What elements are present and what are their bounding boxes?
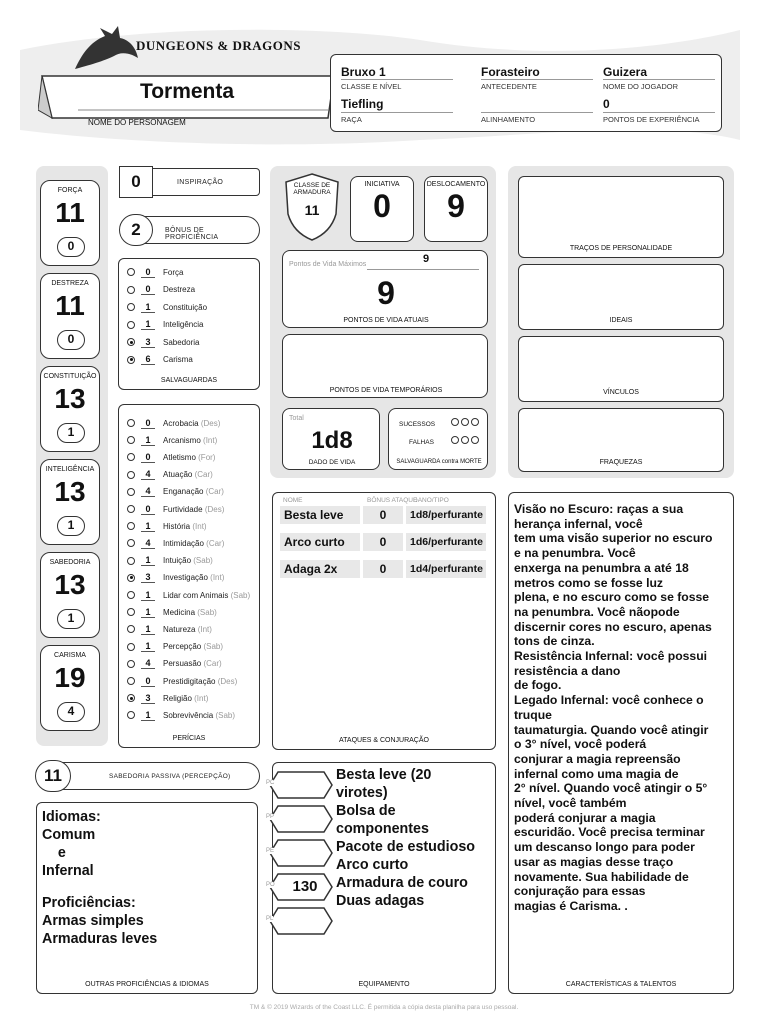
skill-value[interactable]: 4 — [141, 658, 155, 669]
skill-row[interactable] — [127, 588, 250, 602]
alignment-field[interactable]: ALINHAMENTO — [481, 97, 593, 124]
proficiency-dot[interactable] — [127, 557, 135, 565]
abilities-column — [36, 166, 108, 746]
text-line: usar as magias desse traço — [514, 854, 674, 869]
armor-class-shield: CLASSE DE ARMADURA 11 — [282, 172, 342, 242]
ability-dexterity: DESTREZA 11 0 — [40, 273, 100, 359]
text-line: magias é Carisma. . — [514, 898, 628, 913]
skill-value[interactable]: 1 — [141, 435, 155, 446]
skill-value[interactable]: 3 — [141, 572, 155, 583]
coin-field[interactable] — [268, 906, 334, 936]
background-field[interactable]: Forasteiro ANTECEDENTE — [481, 65, 593, 91]
copyright: TM & © 2019 Wizards of the Coast LLC. É permitida a cópia desta planilha para uso pessoal. — [249, 1004, 519, 1011]
text-line: Idiomas: — [42, 809, 101, 825]
proficiency-dot[interactable] — [127, 453, 135, 461]
proficiency-dot[interactable] — [127, 488, 135, 496]
text-line: discernir cores no escuro, apenas — [514, 619, 712, 634]
saving-throw-row[interactable] — [127, 353, 193, 367]
skill-name: Religião (Int) — [163, 693, 209, 703]
other-proficiencies-box: OUTRAS PROFICIÊNCIAS & IDIOMAS — [36, 802, 258, 994]
class-level-field[interactable]: Bruxo 1 CLASSE E NÍVEL — [341, 65, 453, 91]
text-line: novamente. Sua habilidade de — [514, 869, 689, 884]
save-value[interactable]: 3 — [141, 337, 155, 348]
current-hp-box: Pontos de Vida Máximos 9 9 PONTOS DE VIDA ATUAIS — [282, 250, 488, 328]
death-saves-box: SUCESSOS FALHAS SALVAGUARDA contra MORTE — [388, 408, 488, 470]
hit-dice-value[interactable]: 1d8 — [311, 427, 353, 454]
text-line: nível, você também — [514, 796, 627, 811]
skill-value[interactable]: 1 — [141, 624, 155, 635]
text-line: poderá conjurar a magia — [514, 810, 656, 825]
text-line: e — [42, 845, 66, 861]
proficiency-dot[interactable] — [127, 711, 135, 719]
skill-row[interactable] — [127, 433, 217, 447]
ability-constitution: CONSTITUIÇÃO 13 1 — [40, 366, 100, 452]
speed-value[interactable]: 9 — [447, 188, 465, 224]
proficiency-dot[interactable] — [127, 338, 135, 346]
save-value[interactable]: 1 — [141, 319, 155, 330]
skill-name: Arcanismo (Int) — [163, 435, 218, 445]
equipment-text[interactable] — [336, 766, 496, 910]
coin-value[interactable]: 130 — [292, 878, 318, 895]
features-text[interactable] — [514, 502, 722, 914]
initiative-value[interactable]: 0 — [373, 188, 391, 224]
coin-field[interactable] — [268, 838, 334, 868]
saving-throw-row[interactable] — [127, 335, 199, 349]
text-line: conjuração para essas — [514, 884, 646, 899]
text-line: um descanso longo para poder — [514, 840, 695, 855]
ability-intelligence: INTELIGÊNCIA 13 1 — [40, 459, 100, 545]
proficiency-dot[interactable] — [127, 356, 135, 364]
saving-throw-row[interactable] — [127, 283, 195, 297]
skill-value[interactable]: 0 — [141, 504, 155, 515]
skill-value[interactable]: 1 — [141, 641, 155, 652]
skill-name: Intimidação (Car) — [163, 538, 225, 548]
proficiency-dot[interactable] — [127, 303, 135, 311]
text-line: o 3° nível, você poderá — [514, 737, 647, 752]
text-line: Armaduras leves — [42, 931, 158, 948]
save-value[interactable]: 6 — [141, 354, 155, 365]
coin-label: PO — [266, 882, 275, 888]
proficiency-dot[interactable] — [127, 522, 135, 530]
logo: DUNGEONS & DRAGONS — [136, 38, 302, 53]
armor-class-value[interactable]: 11 — [304, 202, 320, 218]
save-value[interactable]: 0 — [141, 267, 155, 278]
proficiency-dot[interactable] — [127, 608, 135, 616]
text-line: Besta leve (20 — [336, 767, 432, 783]
skill-name: Atletismo (For) — [163, 452, 216, 462]
save-value[interactable]: 1 — [141, 302, 155, 313]
save-name: Força — [163, 267, 184, 277]
skill-value[interactable]: 1 — [141, 607, 155, 618]
ability-modifier[interactable]: 0 — [57, 237, 85, 257]
skill-name: Sobrevivência (Sab) — [163, 710, 236, 720]
skills-box — [118, 404, 260, 748]
coin-label: PC — [266, 780, 275, 786]
proficiency-dot[interactable] — [127, 286, 135, 294]
proficiency-dot[interactable] — [127, 505, 135, 513]
ability-charisma: CARISMA 19 4 — [40, 645, 100, 731]
saving-throw-row[interactable] — [127, 318, 203, 332]
saving-throw-row[interactable] — [127, 300, 207, 314]
skill-name: Furtividade (Des) — [163, 504, 225, 514]
save-name: Constituição — [163, 302, 208, 312]
proficiency-box: 2 BÔNUS DE PROFICIÊNCIA — [120, 216, 260, 244]
text-line: de fogo. — [514, 678, 562, 693]
ability-modifier[interactable]: 4 — [57, 702, 85, 722]
skill-row[interactable] — [127, 502, 224, 516]
saves-label: SALVAGUARDAS — [160, 377, 218, 384]
ability-score[interactable]: 11 — [55, 290, 85, 321]
features-box: CARACTERÍSTICAS & TALENTOS — [508, 492, 734, 994]
text-line: Armas simples — [42, 913, 144, 930]
skill-row[interactable] — [127, 485, 224, 499]
skill-value[interactable]: 0 — [141, 452, 155, 463]
attack-row[interactable]: Adaga 2x 0 1d4/perfurante — [280, 560, 489, 578]
skill-row[interactable] — [127, 519, 207, 533]
text-line: Pacote de estudioso — [336, 839, 476, 855]
text-line: Resistência Infernal: você possui — [514, 649, 708, 664]
proficiency-dot[interactable] — [127, 677, 135, 685]
skill-value[interactable]: 0 — [141, 418, 155, 429]
race-field[interactable]: Tiefling RAÇA — [341, 97, 453, 124]
dragon-icon — [70, 24, 140, 72]
proficiency-dot[interactable] — [127, 321, 135, 329]
skill-row[interactable] — [127, 571, 224, 585]
proficiency-dot[interactable] — [127, 268, 135, 276]
proficiency-dot[interactable] — [127, 419, 135, 427]
saving-throw-row[interactable] — [127, 265, 183, 279]
death-success-checkboxes[interactable] — [451, 418, 485, 426]
coin-label: PL — [266, 916, 274, 922]
skill-name: Lidar com Animais (Sab) — [163, 590, 251, 600]
text-line: infernal como uma magia de — [514, 766, 679, 781]
text-line: Comum — [42, 827, 96, 843]
skill-row[interactable] — [127, 536, 224, 550]
experience-field[interactable]: 0 PONTOS DE EXPERIÊNCIA — [603, 97, 715, 124]
save-name: Inteligência — [163, 320, 204, 329]
text-line: componentes — [336, 821, 429, 837]
text-line: enxerga na penumbra a até 18 — [514, 560, 689, 575]
proficiency-dot[interactable] — [127, 436, 135, 444]
skill-value[interactable]: 4 — [141, 486, 155, 497]
text-line: escuridão. Você precisa terminar — [514, 825, 705, 840]
text-line: Visão no Escuro: raças a sua — [514, 502, 684, 516]
skill-name: Persuasão (Car) — [163, 659, 222, 669]
death-fail-checkboxes[interactable] — [451, 436, 485, 444]
hit-dice-box: Total 1d8 DADO DE VIDA — [282, 408, 380, 470]
flaws-box[interactable]: FRAQUEZAS — [518, 408, 724, 472]
text-line: tem uma visão superior no escuro — [514, 531, 713, 546]
save-name: Destreza — [163, 285, 196, 294]
ability-score[interactable]: 13 — [54, 383, 86, 414]
text-line: metros como se fosse luz — [514, 575, 664, 590]
speed-box: DESLOCAMENTO 9 — [424, 176, 488, 242]
save-name: Carisma — [163, 355, 193, 364]
saving-throws-box — [118, 258, 260, 390]
skill-row[interactable] — [127, 708, 235, 722]
coins-column — [268, 770, 334, 940]
temp-hp-box[interactable]: PONTOS DE VIDA TEMPORÁRIOS — [282, 334, 488, 398]
proficiency-dot[interactable] — [127, 694, 135, 702]
ability-modifier[interactable]: 1 — [57, 609, 85, 629]
attack-row[interactable]: Arco curto 0 1d6/perfurante — [280, 533, 489, 551]
proficiency-dot[interactable] — [127, 539, 135, 547]
save-value[interactable]: 0 — [141, 284, 155, 295]
skill-name: Natureza (Int) — [163, 624, 212, 634]
skill-row[interactable] — [127, 416, 220, 430]
text-line: resistência a dano — [514, 663, 621, 678]
skill-row[interactable] — [127, 657, 222, 671]
bonds-box[interactable]: VÍNCULOS — [518, 336, 724, 402]
skill-row[interactable] — [127, 640, 223, 654]
text-line: Legado Infernal: você conhece o — [514, 693, 704, 708]
skill-value[interactable]: 0 — [141, 676, 155, 687]
character-name[interactable]: Tormenta — [139, 80, 235, 103]
ability-modifier[interactable]: 1 — [57, 516, 85, 536]
proficiency-dot[interactable] — [127, 574, 135, 582]
inspiration-box: 0 INSPIRAÇÃO — [120, 168, 260, 196]
coin-field[interactable] — [268, 770, 334, 800]
ability-modifier[interactable]: 1 — [57, 423, 85, 443]
ability-score[interactable]: 13 — [54, 476, 86, 507]
skill-name: Intuição (Sab) — [163, 556, 213, 566]
passive-perception-value[interactable]: 11 — [35, 760, 71, 792]
text-line: conjurar a magia repreensão — [514, 751, 681, 766]
skill-value[interactable]: 1 — [141, 710, 155, 721]
skill-name: História (Int) — [163, 521, 207, 531]
text-line: taumaturgia. Quando você atingir — [514, 722, 709, 737]
text-line: herança infernal, você — [514, 516, 643, 531]
player-name-field[interactable]: Guizera NOME DO JOGADOR — [603, 65, 715, 91]
skill-name: Prestidigitação (Des) — [163, 676, 238, 686]
text-line: tons de cinza. — [514, 634, 595, 649]
skill-name: Investigação (Int) — [163, 573, 225, 583]
text-line: Duas adagas — [336, 893, 425, 909]
attack-row[interactable]: Besta leve 0 1d8/perfurante — [280, 506, 489, 524]
text-line: Bolsa de — [336, 803, 396, 819]
passive-perception-box: 11 SABEDORIA PASSIVA (PERCEPÇÃO) — [36, 762, 260, 790]
inspiration-value[interactable]: 0 — [119, 166, 153, 198]
skill-row[interactable] — [127, 468, 213, 482]
skill-value[interactable]: 1 — [141, 590, 155, 601]
skill-row[interactable] — [127, 605, 217, 619]
text-line: 2° nível. Quando você atingir o 5° — [514, 781, 708, 796]
skill-name: Medicina (Sab) — [163, 607, 217, 617]
proficiency-dot[interactable] — [127, 660, 135, 668]
skill-value[interactable]: 1 — [141, 555, 155, 566]
text-line: Arco curto — [336, 857, 409, 873]
text-line: e na penumbra. Você — [514, 546, 636, 561]
text-line: virotes) — [336, 785, 388, 801]
ability-score[interactable]: 13 — [54, 569, 86, 600]
text-line: Infernal — [42, 863, 94, 879]
skill-name: Atuação (Car) — [163, 470, 213, 480]
text-line: truque — [514, 707, 552, 722]
ability-score[interactable]: 11 — [55, 197, 85, 228]
proficiency-dot[interactable] — [127, 625, 135, 633]
skill-row[interactable] — [127, 674, 237, 688]
coin-label: PE — [266, 848, 275, 854]
current-hp-value[interactable]: 9 — [377, 275, 395, 311]
ideals-box[interactable]: IDEAIS — [518, 264, 724, 330]
header-info-box — [330, 54, 722, 132]
ability-wisdom: SABEDORIA 13 1 — [40, 552, 100, 638]
initiative-box: INICIATIVA 0 — [350, 176, 414, 242]
skill-value[interactable]: 4 — [141, 469, 155, 480]
skill-row[interactable] — [127, 691, 208, 705]
attacks-box: NOME BÔNUS ATAQUE DANO/TIPO ATAQUES & CONJURAÇÃO — [272, 492, 496, 750]
text-line — [42, 880, 252, 894]
personality-traits-box[interactable]: TRAÇOS DE PERSONALIDADE — [518, 176, 724, 258]
proficiency-value[interactable]: 2 — [119, 214, 153, 246]
coin-label: PP — [266, 814, 275, 820]
text-line: Armadura de couro — [336, 875, 468, 891]
skill-name: Enganação (Car) — [163, 487, 224, 497]
coin-field[interactable] — [268, 804, 334, 834]
max-hp-value[interactable]: 9 — [423, 253, 430, 265]
character-name-label: NOME DO PERSONAGEM — [88, 118, 186, 127]
skill-row[interactable] — [127, 554, 213, 568]
skill-name: Acrobacia (Des) — [163, 418, 221, 428]
save-name: Sabedoria — [163, 337, 200, 347]
proficiency-dot[interactable] — [127, 591, 135, 599]
coin-field[interactable] — [268, 872, 334, 902]
skill-row[interactable] — [127, 450, 215, 464]
skill-value[interactable]: 3 — [141, 693, 155, 704]
proficiencies-text[interactable] — [42, 808, 252, 948]
skills-label: PERÍCIAS — [172, 735, 206, 742]
ability-score[interactable]: 19 — [54, 662, 86, 693]
skill-value[interactable]: 4 — [141, 538, 155, 549]
ability-strength: FORÇA 11 0 — [40, 180, 100, 266]
text-line: na penumbra. Você nãopode — [514, 604, 680, 619]
skill-value[interactable]: 1 — [141, 521, 155, 532]
proficiency-dot[interactable] — [127, 471, 135, 479]
ability-modifier[interactable]: 0 — [57, 330, 85, 350]
text-line: Proficiências: — [42, 895, 136, 912]
text-line: plena, e no escuro como se fosse — [514, 590, 710, 605]
skill-row[interactable] — [127, 622, 212, 636]
equipment-box: EQUIPAMENTO — [272, 762, 496, 994]
proficiency-dot[interactable] — [127, 643, 135, 651]
skill-name: Percepção (Sab) — [163, 642, 224, 652]
